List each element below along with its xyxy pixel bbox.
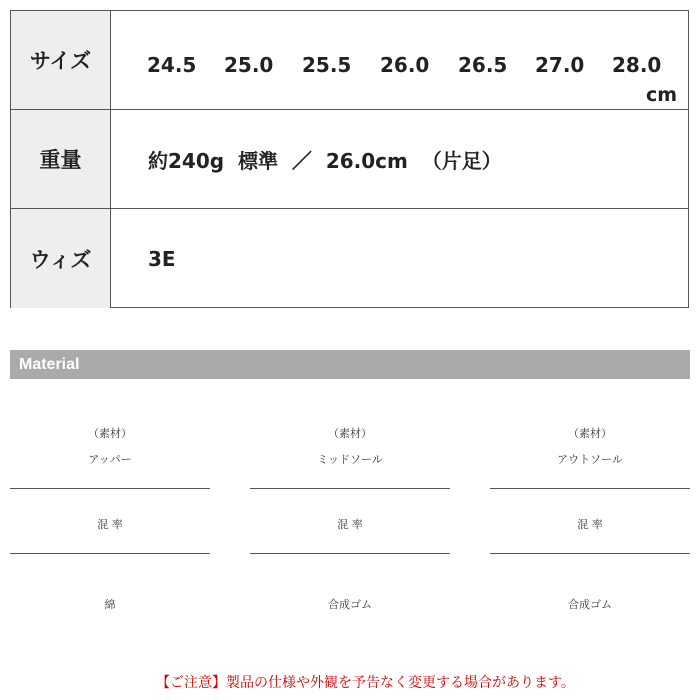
divider <box>250 488 450 489</box>
size-value: 25.5 <box>302 53 352 77</box>
width-value: 3E <box>148 246 176 271</box>
weight-label: 重量 <box>11 110 111 208</box>
material-heading: （素材） <box>88 427 132 440</box>
material-heading: （素材） <box>568 427 612 440</box>
material-part-name: アッパー <box>88 453 132 466</box>
divider <box>10 553 210 554</box>
weight-row <box>11 110 688 209</box>
material-heading: （素材） <box>328 427 372 440</box>
ratio-label: 混 率 <box>337 518 363 531</box>
size-label: サイズ <box>11 11 111 109</box>
material-column-outsole <box>490 420 690 620</box>
size-value: 25.0 <box>224 53 274 77</box>
size-row <box>11 11 688 110</box>
material-header <box>10 350 690 379</box>
divider <box>10 488 210 489</box>
width-label: ウィズ <box>11 209 111 308</box>
size-value: 24.5 <box>147 53 197 77</box>
spec-table <box>10 10 689 308</box>
divider <box>490 553 690 554</box>
size-unit: cm <box>645 84 677 106</box>
material-part-name: ミッドソール <box>317 453 383 466</box>
weight-value: 約240g 標準 ／ 26.0cm （片足） <box>148 148 502 173</box>
material-header-label: Material <box>19 355 80 373</box>
divider <box>490 488 690 489</box>
size-value: 26.0 <box>380 53 430 77</box>
size-value: 28.0 <box>612 53 662 77</box>
material-part-name: アウトソール <box>557 453 623 466</box>
size-value: 26.5 <box>458 53 508 77</box>
material-value: 綿 <box>104 598 116 611</box>
material-value: 合成ゴム <box>568 598 612 611</box>
material-value: 合成ゴム <box>328 598 372 611</box>
notice-text: 【ご注意】製品の仕様や外観を予告なく変更する場合があります。 <box>156 675 575 691</box>
width-row <box>11 209 688 308</box>
divider <box>250 553 450 554</box>
material-column-upper <box>10 420 210 620</box>
material-column-midsole <box>250 420 450 620</box>
ratio-label: 混 率 <box>97 518 123 531</box>
ratio-label: 混 率 <box>577 518 603 531</box>
size-value: 27.0 <box>535 53 585 77</box>
